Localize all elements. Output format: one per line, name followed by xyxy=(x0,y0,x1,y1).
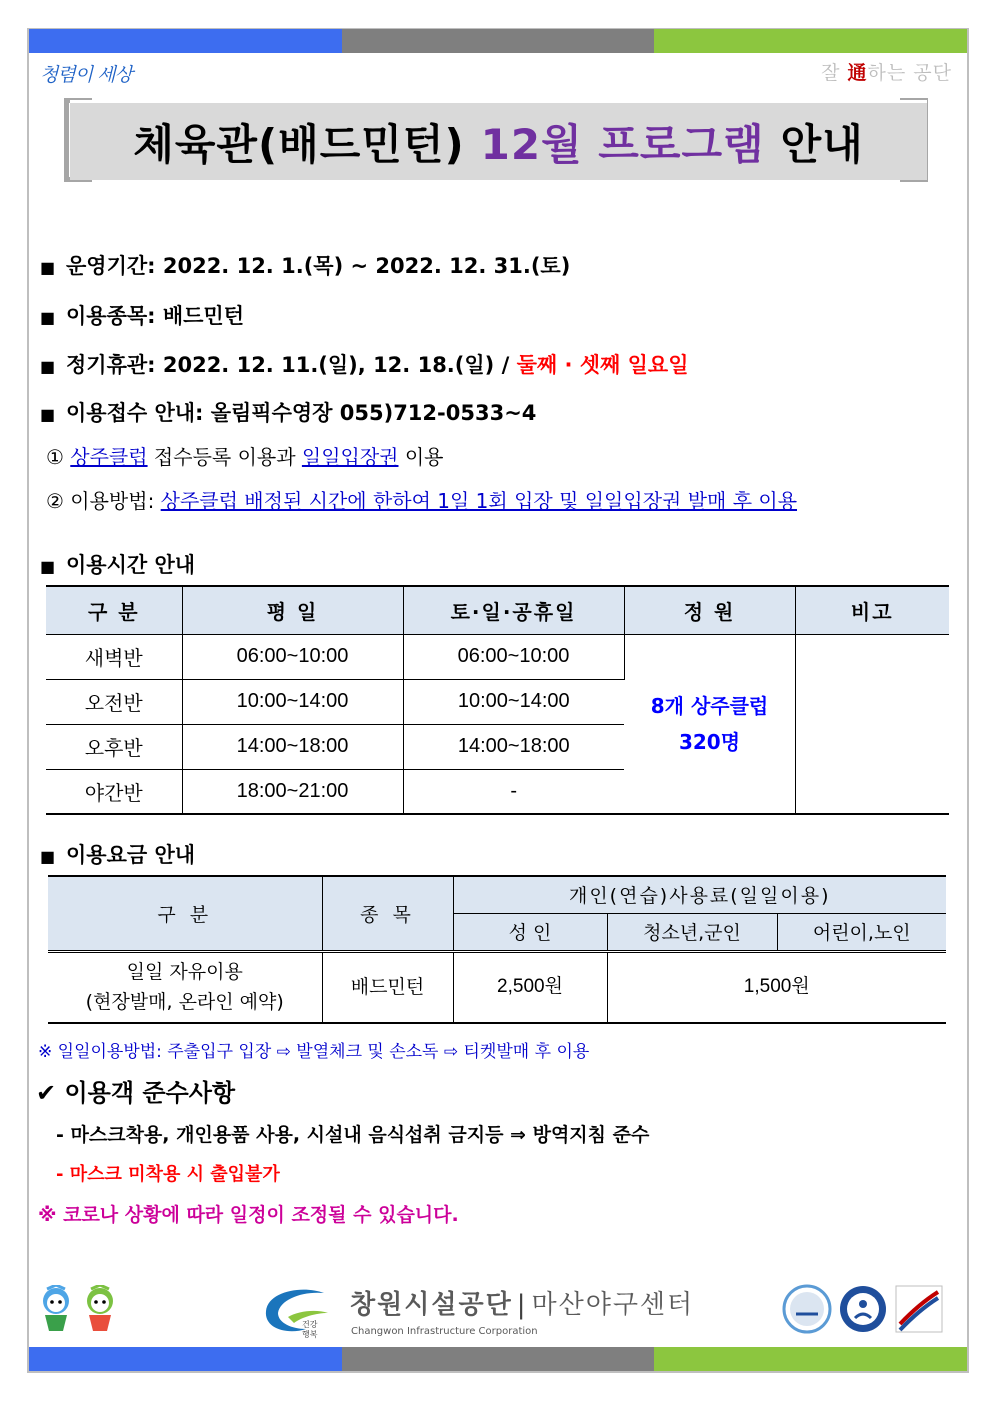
table-row: 야간반 18:00~21:00 - xyxy=(46,769,949,814)
col-child: 어린이,노인 xyxy=(777,913,946,951)
info-sport: ■ 이용종목: 배드민턴 xyxy=(40,304,244,328)
certification-mark-icon xyxy=(894,1284,944,1334)
human-rights-badge-icon xyxy=(838,1284,888,1334)
table-row: 오전반 10:00~14:00 10:00~14:00 xyxy=(46,679,949,724)
table-header-row xyxy=(48,876,946,913)
fee-adult-cell: 2,500원 xyxy=(453,951,607,1023)
capacity-cell: 8개 상주클럽 320명 xyxy=(624,634,795,814)
rules-heading: ✔ 이용객 준수사항 xyxy=(36,1079,236,1107)
top-color-stripe xyxy=(29,29,967,53)
col-category: 구 분 xyxy=(48,876,322,951)
info-closed: ■ 정기휴관: 2022. 12. 11.(일), 12. 18.(일) / 둘째 · 셋째 일요일 xyxy=(40,353,689,377)
table-header-row xyxy=(46,586,949,634)
slogan-logo: 잘 通하는 공단 xyxy=(821,62,952,84)
rule-mask-and-food: - 마스크착용, 개인용품 사용, 시설내 음식섭취 금지등 ⇒ 방역지침 준수 xyxy=(56,1124,650,1146)
col-capacity: 정 원 xyxy=(624,586,795,634)
integrity-logo: 청렴이 세상 xyxy=(40,64,132,86)
fee-item-cell: 배드민턴 xyxy=(322,951,453,1023)
page-title: 체육관(배드민턴) 12월 프로그램 안내 xyxy=(70,100,927,180)
remarks-cell xyxy=(795,634,949,814)
daily-ticket-link[interactable]: 일일입장권 xyxy=(301,445,399,469)
note-2: ② 이용방법: 상주클럽 배정된 시간에 한하여 1일 1회 입장 및 일일입장권 발매 후 이용 xyxy=(46,489,798,513)
svg-text:행복: 행복 xyxy=(302,1330,318,1339)
corporation-swoosh-logo xyxy=(258,1283,338,1339)
resident-club-link[interactable]: 상주클럽 xyxy=(70,445,148,469)
fee-category-cell: 일일 자유이용 (현장발매, 온라인 예약) xyxy=(48,951,322,1023)
col-category: 구 분 xyxy=(46,586,182,634)
col-adult: 성 인 xyxy=(453,913,607,951)
mascot-blue-icon xyxy=(36,1285,76,1335)
fees-table xyxy=(48,875,946,1024)
fees-heading: ■ 이용요금 안내 xyxy=(40,843,196,867)
covid-notice: ※ 코로나 상황에 따라 일정이 조정될 수 있습니다. xyxy=(38,1204,459,1226)
col-group-daily-fee: 개인(연습)사용료(일일이용) xyxy=(453,876,946,913)
fee-youth-child-cell: 1,500원 xyxy=(607,951,946,1023)
mascot-green-icon xyxy=(80,1285,120,1335)
col-remarks: 비고 xyxy=(795,586,949,634)
consumer-centered-badge-icon xyxy=(782,1284,832,1334)
note-1: ① 상주클럽 접수등록 이용과 일일입장권 이용 xyxy=(46,445,444,469)
table-row: 새벽반 06:00~10:00 06:00~10:00 8개 상주클럽 320명 xyxy=(46,634,949,679)
corporation-english-name: Changwon Infrastructure Corporation xyxy=(351,1326,538,1337)
col-youth: 청소년,군인 xyxy=(607,913,777,951)
col-weekday: 평 일 xyxy=(182,586,403,634)
daily-use-note: ※ 일일이용방법: 주출입구 입장 ⇨ 발열체크 및 손소독 ⇨ 티켓발매 후 이용 xyxy=(38,1042,590,1062)
schedule-table xyxy=(46,585,949,815)
bottom-color-stripe xyxy=(29,1347,967,1371)
usage-method-link[interactable]: 상주클럽 배정된 시간에 한하여 1일 1회 입장 및 일일입장권 발매 후 이용 xyxy=(160,489,798,513)
col-weekend: 토·일·공휴일 xyxy=(403,586,624,634)
schedule-heading: ■ 이용시간 안내 xyxy=(40,553,196,577)
info-period: ■ 운영기간: 2022. 12. 1.(목) ~ 2022. 12. 31.(토) xyxy=(40,254,571,278)
col-item: 종 목 xyxy=(322,876,453,951)
table-row: 오후반 14:00~18:00 14:00~18:00 xyxy=(46,724,949,769)
svg-text:건강: 건강 xyxy=(302,1320,318,1329)
corporation-name: 창원시설공단 | 마산야구센터 xyxy=(350,1290,695,1320)
info-reception: ■ 이용접수 안내: 올림픽수영장 055)712-0533~4 xyxy=(40,401,537,425)
rule-no-mask-no-entry: - 마스크 미착용 시 출입불가 xyxy=(56,1164,280,1185)
table-row xyxy=(48,951,946,1023)
